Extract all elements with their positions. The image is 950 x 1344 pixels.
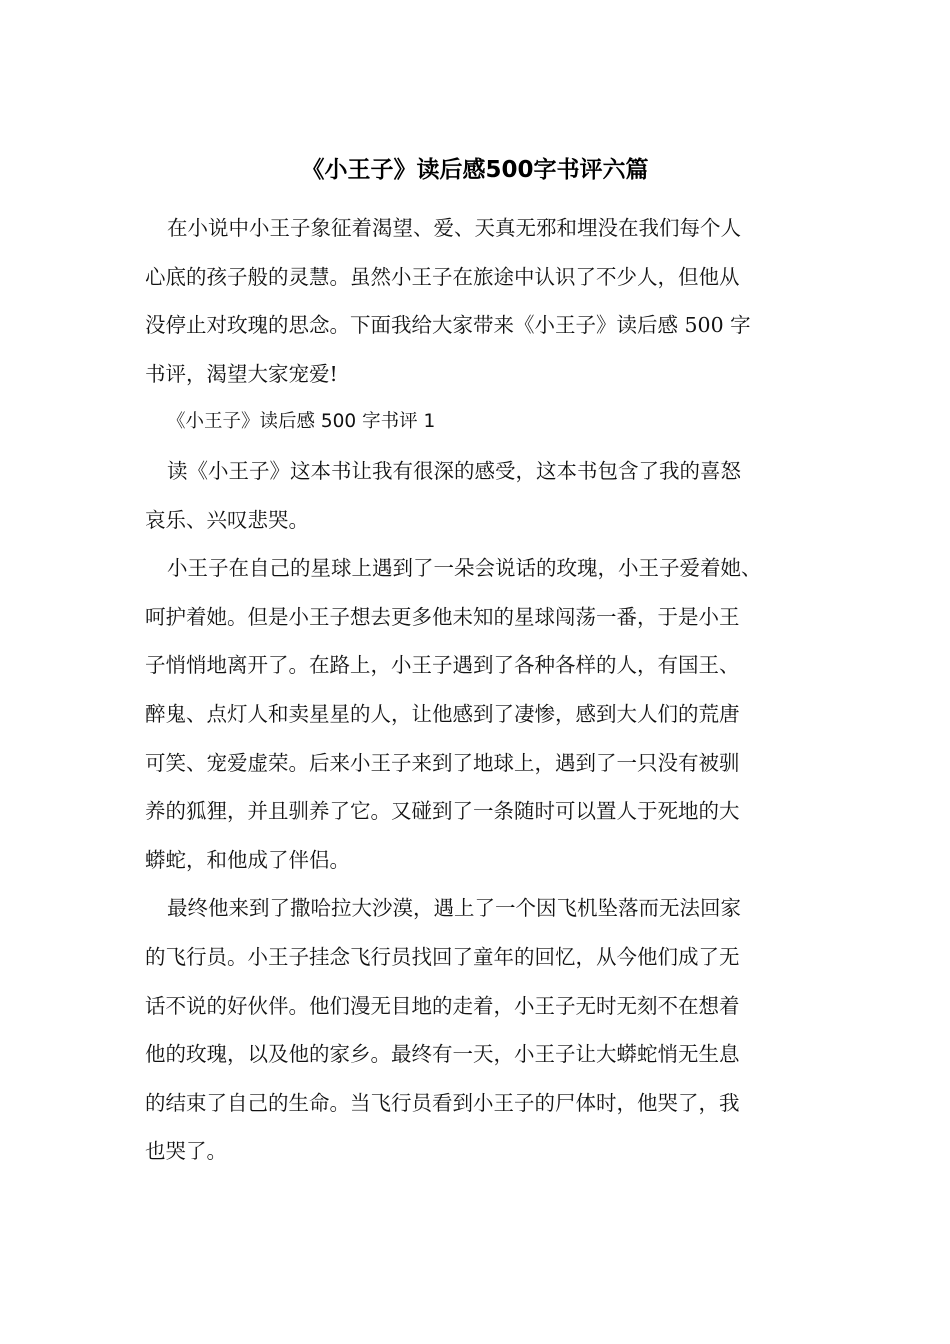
- paragraph-line: 他的玫瑰，以及他的家乡。最终有一天，小王子让大蟒蛇悄无生息: [145, 1042, 740, 1067]
- section-heading-text: 《小王子》读后感 500 字书评 1: [167, 411, 436, 433]
- paragraph-line: 蟒蛇，和他成了伴侣。: [145, 847, 350, 872]
- paragraph-line: 子悄悄地离开了。在路上，小王子遇到了各种各样的人，有国王、: [145, 653, 740, 678]
- paragraph-line: 心底的孩子般的灵慧。虽然小王子在旅途中认识了不少人，但他从: [145, 264, 740, 289]
- paragraph-story: [145, 544, 805, 884]
- paragraph-line: 读《小王子》这本书让我有很深的感受，这本书包含了我的喜怒: [167, 458, 741, 483]
- document-title: 《小王子》读后感500字书评六篇: [301, 157, 649, 183]
- paragraph-line: 小王子在自己的星球上遇到了一朵会说话的玫瑰，小王子爱着她、: [167, 556, 762, 581]
- paragraph-line: 也哭了。: [145, 1139, 227, 1164]
- paragraph-line: 书评，渴望大家宠爱!: [145, 361, 338, 386]
- paragraph-line: 哀乐、兴叹悲哭。: [145, 507, 309, 532]
- paragraph-line: 没停止对玫瑰的思念。下面我给大家带来《小王子》读后感 500 字: [145, 313, 751, 338]
- paragraph-line: 可笑、宠爱虚荣。后来小王子来到了地球上，遇到了一只没有被驯: [145, 750, 740, 775]
- paragraph-line: 养的狐狸，并且驯养了它。又碰到了一条随时可以置人于死地的大: [145, 799, 740, 824]
- paragraph-line: 呵护着她。但是小王子想去更多他未知的星球闯荡一番，于是小王: [145, 604, 740, 629]
- paragraph-line: 的结束了自己的生命。当飞行员看到小王子的尸体时，他哭了，我: [145, 1090, 740, 1115]
- paragraph-line: 话不说的好伙伴。他们漫无目地的走着，小王子无时无刻不在想着: [145, 993, 740, 1018]
- paragraph-line: 在小说中小王子象征着渴望、爱、天真无邪和埋没在我们每个人: [167, 216, 741, 240]
- paragraph-intro: [145, 204, 805, 398]
- document-body: [145, 204, 805, 1176]
- paragraph-line: 的飞行员。小王子挂念飞行员找回了童年的回忆，从今他们成了无: [145, 944, 740, 969]
- paragraph-line: 最终他来到了撒哈拉大沙漠，遇上了一个因飞机坠落而无法回家: [167, 896, 741, 921]
- paragraph-line: 醉鬼、点灯人和卖星星的人，让他感到了凄惨，感到大人们的荒唐: [145, 701, 740, 726]
- section-heading: [145, 398, 805, 447]
- paragraph-ending: [145, 884, 805, 1176]
- paragraph-reading: [145, 447, 805, 544]
